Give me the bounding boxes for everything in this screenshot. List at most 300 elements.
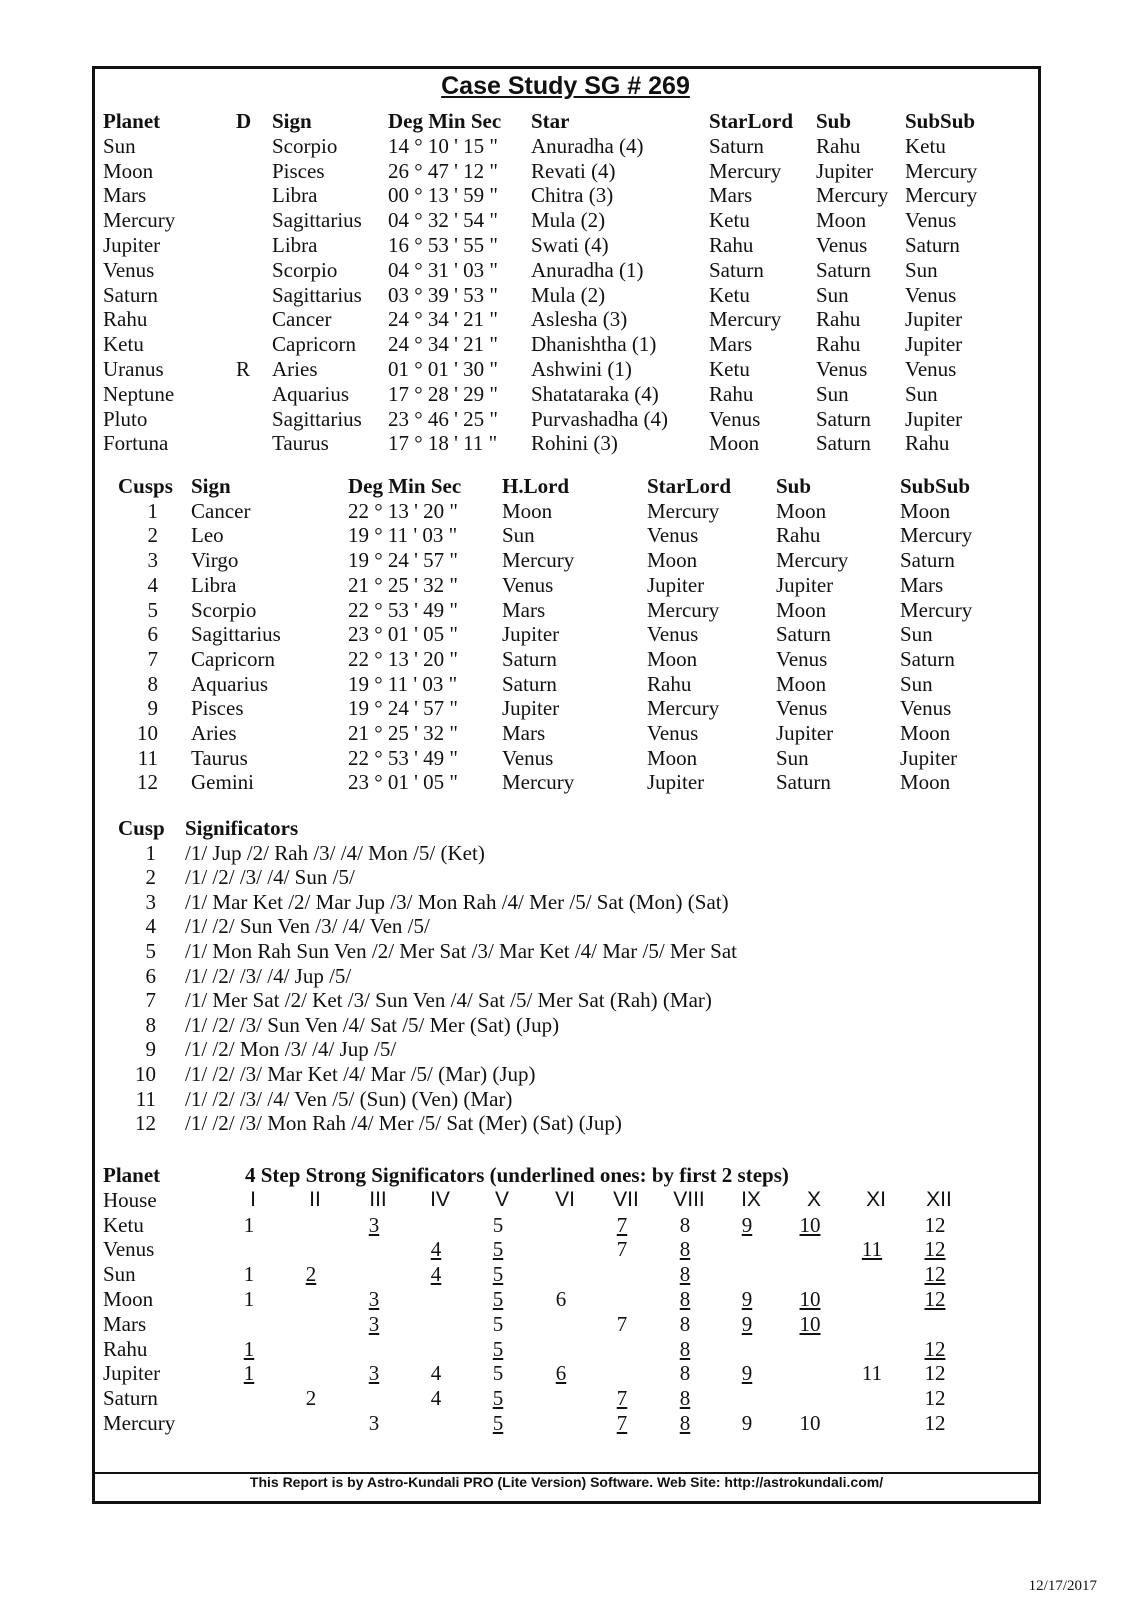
- house-cell: 8: [679, 1237, 691, 1262]
- table-cell: Sagittarius: [191, 622, 281, 647]
- table-cell: 03 ° 39 ' 53 ": [388, 282, 499, 307]
- table-cell: Mercury: [905, 158, 978, 183]
- column-header: Deg Min Sec: [348, 474, 462, 498]
- table-cell: Mercury: [647, 597, 720, 622]
- house-cell: 4: [430, 1262, 442, 1287]
- table-cell: 23 ° 46 ' 25 ": [388, 406, 499, 431]
- house-cell: 4: [430, 1386, 442, 1411]
- report-date: 12/17/2017: [1028, 1578, 1097, 1594]
- table-cell: Anuradha (4): [531, 133, 644, 158]
- table-row: [0, 430, 1131, 456]
- house-cell: 12: [924, 1336, 946, 1361]
- house-cell: 12: [924, 1386, 946, 1411]
- column-header: Planet: [103, 109, 161, 133]
- table-cell: Jupiter: [502, 696, 560, 721]
- footer-text: This Report is by Astro-Kundali PRO (Lite Version) Software. Web Site: http://astrokundali.com/: [249, 1474, 884, 1490]
- table-cell: 17 ° 18 ' 11 ": [388, 431, 498, 456]
- house-cell: 1: [243, 1361, 255, 1386]
- house-cell: 7: [616, 1212, 628, 1237]
- table-cell: Sun: [502, 523, 535, 548]
- table-cell: Sun: [776, 745, 809, 770]
- table-cell: 14 ° 10 ' 15 ": [388, 133, 499, 158]
- significator-list: /1/ /2/ /3/ Mon Rah /4/ Mer /5/ Sat (Mer) (Sat) (Jup): [185, 1111, 622, 1136]
- house-cell: 12: [924, 1237, 946, 1262]
- column-header: Sub: [816, 109, 852, 133]
- table-cell: Rahu: [103, 307, 148, 332]
- table-cell: Aries: [272, 357, 318, 381]
- house-header: VI: [555, 1187, 575, 1211]
- house-cell: 1: [243, 1262, 255, 1287]
- table-row: [0, 1360, 1131, 1386]
- table-cell: Rahu: [647, 671, 692, 696]
- table-cell: Venus: [905, 357, 957, 381]
- table-cell: Venus: [776, 646, 828, 671]
- table-cell: R: [236, 357, 251, 381]
- column-header: SubSub: [905, 109, 976, 133]
- table-cell: Mars: [709, 183, 753, 208]
- planet-name: Venus: [103, 1237, 155, 1262]
- column-header: Significators: [185, 816, 299, 840]
- table-cell: Moon: [709, 431, 760, 456]
- column-header: Sub: [776, 474, 812, 498]
- table-cell: Saturn: [502, 646, 557, 671]
- table-cell: Venus: [776, 696, 828, 721]
- house-cell: 2: [305, 1262, 317, 1287]
- table-row: [0, 913, 1131, 939]
- table-row: [0, 987, 1131, 1013]
- table-cell: Mula (2): [531, 208, 606, 233]
- table-cell: Saturn: [905, 233, 960, 257]
- table-cell: Capricorn: [272, 332, 356, 357]
- table-row: [0, 1410, 1131, 1436]
- table-cell: Saturn: [816, 406, 871, 431]
- planet-name: Mars: [103, 1311, 147, 1336]
- house-cell: 5: [492, 1287, 504, 1311]
- cusp-number: 4: [145, 914, 156, 939]
- table-cell: Aslesha (3): [531, 307, 628, 332]
- planet-name: Mercury: [103, 1411, 176, 1435]
- strong-title: 4 Step Strong Significators (underlined ones: by first 2 steps): [245, 1163, 789, 1187]
- column-header: Cusp: [118, 816, 165, 840]
- table-cell: Pisces: [191, 696, 244, 721]
- house-header-row: [0, 1187, 1131, 1213]
- table-cell: Ashwini (1): [531, 357, 632, 381]
- table-cell: Venus: [816, 233, 868, 257]
- table-cell: Sun: [905, 381, 938, 406]
- table-cell: Venus: [900, 696, 952, 721]
- table-row: [0, 963, 1131, 989]
- table-cell: Jupiter: [647, 770, 705, 795]
- table-cell: Venus: [502, 745, 554, 770]
- table-cell: Saturn: [103, 282, 158, 307]
- table-cell: Sun: [816, 381, 849, 406]
- table-cell: Sun: [905, 257, 938, 282]
- table-cell: Moon: [647, 646, 698, 671]
- house-header: IX: [741, 1187, 761, 1211]
- table-cell: Moon: [776, 671, 827, 696]
- cusp-number: 7: [145, 988, 156, 1013]
- table-cell: Rahu: [709, 381, 754, 406]
- table-cell: 04 ° 31 ' 03 ": [388, 257, 499, 282]
- table-cell: Rahu: [709, 233, 754, 257]
- cusp-number: 3: [147, 548, 158, 573]
- house-cell: 10: [799, 1212, 821, 1237]
- table-row: [0, 547, 1131, 573]
- table-cell: Mercury: [905, 183, 978, 208]
- table-cell: Mars: [900, 572, 944, 597]
- planet-name: Moon: [103, 1287, 154, 1311]
- table-cell: Ketu: [709, 208, 750, 233]
- table-cell: Aquarius: [191, 671, 268, 696]
- table-cell: Venus: [709, 406, 761, 431]
- house-header: I: [250, 1187, 256, 1211]
- table-cell: Saturn: [900, 548, 955, 573]
- table-row: [0, 282, 1131, 308]
- table-row: [0, 720, 1131, 746]
- table-row: [0, 646, 1131, 672]
- house-cell: 5: [492, 1311, 504, 1336]
- significators-header: [0, 815, 1131, 841]
- house-cell: 10: [799, 1287, 821, 1311]
- table-cell: 19 ° 24 ' 57 ": [348, 548, 459, 573]
- table-row: [0, 331, 1131, 357]
- table-cell: Saturn: [776, 622, 831, 647]
- house-cell: 3: [368, 1411, 380, 1435]
- table-cell: Sun: [900, 671, 933, 696]
- table-cell: 21 ° 25 ' 32 ": [348, 721, 459, 745]
- title-text: Case Study SG # 269: [441, 72, 690, 100]
- table-cell: Saturn: [900, 646, 955, 671]
- table-cell: Mercury: [709, 158, 782, 183]
- table-cell: 17 ° 28 ' 29 ": [388, 381, 499, 406]
- significator-list: /1/ Jup /2/ Rah /3/ /4/ Mon /5/ (Ket): [185, 840, 485, 865]
- table-cell: Mercury: [647, 498, 720, 523]
- house-cell: 8: [679, 1361, 691, 1386]
- column-header: StarLord: [647, 474, 731, 498]
- column-header: H.Lord: [502, 474, 570, 498]
- table-row: [0, 1236, 1131, 1262]
- table-cell: 23 ° 01 ' 05 ": [348, 770, 459, 795]
- house-cell: 5: [492, 1336, 504, 1361]
- house-cell: 3: [368, 1361, 380, 1386]
- table-cell: Revati (4): [531, 158, 616, 183]
- planet-table-header: [0, 108, 1131, 134]
- house-header: VIII: [673, 1187, 705, 1211]
- table-row: [0, 356, 1131, 382]
- column-header: Sign: [272, 109, 312, 133]
- cusp-number: 11: [137, 745, 158, 770]
- table-cell: Moon: [900, 498, 951, 523]
- table-cell: Moon: [502, 498, 553, 523]
- table-cell: 22 ° 13 ' 20 ": [348, 646, 459, 671]
- house-cell: 2: [305, 1386, 317, 1411]
- house-cell: 8: [679, 1262, 691, 1287]
- house-cell: 8: [679, 1411, 691, 1435]
- table-cell: Jupiter: [900, 745, 958, 770]
- table-cell: Saturn: [776, 770, 831, 795]
- table-cell: Jupiter: [776, 721, 834, 745]
- table-cell: 22 ° 53 ' 49 ": [348, 597, 459, 622]
- table-row: [0, 406, 1131, 432]
- table-row: [0, 182, 1131, 208]
- planet-name: Jupiter: [103, 1361, 161, 1386]
- table-cell: Moon: [900, 770, 951, 795]
- house-cell: 12: [924, 1361, 946, 1386]
- cusp-number: 1: [147, 498, 158, 523]
- table-row: [0, 840, 1131, 866]
- house-cell: 8: [679, 1386, 691, 1411]
- table-row: [0, 1036, 1131, 1062]
- table-row: [0, 889, 1131, 915]
- table-cell: Jupiter: [905, 406, 963, 431]
- table-cell: 16 ° 53 ' 55 ": [388, 233, 499, 257]
- house-cell: 9: [741, 1311, 753, 1336]
- house-cell: 7: [616, 1311, 628, 1336]
- table-cell: Jupiter: [647, 572, 705, 597]
- house-cell: 8: [679, 1311, 691, 1336]
- table-row: [0, 1336, 1131, 1362]
- table-cell: 26 ° 47 ' 12 ": [388, 158, 499, 183]
- house-cell: 3: [368, 1212, 380, 1237]
- table-cell: Scorpio: [191, 597, 257, 622]
- table-cell: Jupiter: [905, 307, 963, 332]
- cusp-number: 12: [135, 1111, 156, 1136]
- table-cell: Mercury: [900, 523, 973, 548]
- table-cell: 22 ° 53 ' 49 ": [348, 745, 459, 770]
- table-cell: Rahu: [776, 523, 821, 548]
- table-cell: Ketu: [709, 282, 750, 307]
- cusp-number: 10: [137, 721, 158, 745]
- table-cell: Venus: [905, 282, 957, 307]
- planet-name: Rahu: [103, 1336, 148, 1361]
- column-header: Deg Min Sec: [388, 109, 502, 133]
- table-cell: Pluto: [103, 406, 148, 431]
- house-header: V: [494, 1187, 509, 1211]
- table-row: [0, 232, 1131, 258]
- house-cell: 8: [679, 1287, 691, 1311]
- table-cell: Sagittarius: [272, 282, 362, 307]
- table-cell: Libra: [272, 233, 318, 257]
- cusp-number: 6: [147, 622, 158, 647]
- house-cell: 11: [861, 1237, 883, 1262]
- house-cell: 1: [243, 1287, 255, 1311]
- table-cell: Anuradha (1): [531, 257, 644, 282]
- table-cell: Scorpio: [272, 257, 338, 282]
- table-row: [0, 695, 1131, 721]
- cusp-number: 9: [145, 1037, 156, 1062]
- house-cell: 5: [492, 1361, 504, 1386]
- cusp-number: 10: [135, 1062, 156, 1086]
- table-row: [0, 769, 1131, 795]
- cusp-number: 5: [145, 939, 156, 963]
- column-header: Planet: [103, 1163, 161, 1187]
- cusp-number: 8: [147, 671, 158, 696]
- table-cell: Saturn: [709, 133, 764, 158]
- table-row: [0, 133, 1131, 159]
- house-cell: 9: [741, 1212, 753, 1237]
- table-row: [0, 745, 1131, 771]
- table-row: [0, 498, 1131, 524]
- table-cell: Venus: [816, 357, 868, 381]
- house-cell: 8: [679, 1212, 691, 1237]
- table-cell: 00 ° 13 ' 59 ": [388, 183, 499, 208]
- significator-list: /1/ /2/ /3/ /4/ Jup /5/: [185, 963, 352, 988]
- cusp-number: 11: [135, 1086, 156, 1111]
- table-row: [0, 158, 1131, 184]
- column-header: Sign: [191, 474, 231, 498]
- significator-list: /1/ Mon Rah Sun Ven /2/ Mer Sat /3/ Mar Ket /4/ Mar /5/ Mer Sat: [185, 939, 737, 963]
- table-cell: Swati (4): [531, 233, 609, 257]
- table-cell: Saturn: [709, 257, 764, 282]
- table-cell: 23 ° 01 ' 05 ": [348, 622, 459, 647]
- house-cell: 6: [555, 1361, 567, 1386]
- table-row: [0, 1012, 1131, 1038]
- table-row: [0, 621, 1131, 647]
- table-cell: Sagittarius: [272, 208, 362, 233]
- table-cell: 19 ° 11 ' 03 ": [348, 523, 458, 548]
- table-cell: Rahu: [905, 431, 950, 456]
- table-cell: Mercury: [900, 597, 973, 622]
- table-cell: Rohini (3): [531, 431, 618, 456]
- house-cell: 11: [861, 1361, 883, 1386]
- table-row: [0, 522, 1131, 548]
- cusp-number: 2: [147, 523, 158, 548]
- table-cell: Sagittarius: [272, 406, 362, 431]
- table-row: [0, 671, 1131, 697]
- house-header: VII: [613, 1187, 639, 1211]
- table-cell: Saturn: [816, 257, 871, 282]
- table-cell: Mars: [502, 597, 546, 622]
- column-header: StarLord: [709, 109, 793, 133]
- table-row: [0, 257, 1131, 283]
- house-header: XII: [926, 1187, 952, 1211]
- table-row: [0, 1385, 1131, 1411]
- table-row: [0, 1212, 1131, 1238]
- house-cell: 5: [492, 1262, 504, 1287]
- cusp-number: 8: [145, 1012, 156, 1037]
- table-cell: Pisces: [272, 158, 325, 183]
- cusp-number: 12: [137, 770, 158, 795]
- house-label: House: [103, 1187, 157, 1212]
- table-cell: Jupiter: [502, 622, 560, 647]
- table-cell: Saturn: [502, 671, 557, 696]
- house-cell: 10: [799, 1311, 821, 1336]
- table-cell: Mercury: [103, 208, 176, 233]
- column-header: Cusps: [118, 474, 173, 498]
- table-row: [0, 1286, 1131, 1312]
- table-cell: Moon: [900, 721, 951, 745]
- table-cell: Ketu: [709, 357, 750, 381]
- house-header: III: [369, 1187, 387, 1211]
- house-header: X: [806, 1187, 821, 1211]
- table-cell: Moon: [103, 158, 154, 183]
- table-cell: Jupiter: [905, 332, 963, 357]
- table-cell: Venus: [905, 208, 957, 233]
- house-cell: 4: [430, 1237, 442, 1262]
- table-cell: Moon: [776, 498, 827, 523]
- table-cell: Chitra (3): [531, 183, 614, 208]
- house-cell: 9: [741, 1361, 753, 1386]
- table-cell: Leo: [191, 523, 224, 548]
- table-cell: Mercury: [709, 307, 782, 332]
- significator-list: /1/ /2/ /3/ /4/ Sun /5/: [185, 865, 355, 890]
- table-row: [0, 207, 1131, 233]
- table-cell: Libra: [191, 572, 237, 597]
- table-row: [0, 1110, 1131, 1136]
- house-header: IV: [430, 1187, 450, 1211]
- cusp-number: 2: [145, 865, 156, 890]
- table-cell: Rahu: [816, 133, 861, 158]
- table-cell: Purvashadha (4): [531, 406, 669, 431]
- house-cell: 6: [555, 1287, 567, 1311]
- table-cell: Aquarius: [272, 381, 349, 406]
- table-cell: 04 ° 32 ' 54 ": [388, 208, 499, 233]
- table-cell: 22 ° 13 ' 20 ": [348, 498, 459, 523]
- house-cell: 1: [243, 1336, 255, 1361]
- table-row: [0, 572, 1131, 598]
- table-cell: Mercury: [816, 183, 889, 208]
- table-cell: Neptune: [103, 381, 175, 406]
- house-cell: 7: [616, 1411, 628, 1435]
- table-cell: Mars: [502, 721, 546, 745]
- house-cell: 12: [924, 1212, 946, 1237]
- significator-list: /1/ /2/ Mon /3/ /4/ Jup /5/: [185, 1037, 397, 1062]
- column-header: D: [236, 109, 252, 133]
- table-cell: Mercury: [776, 548, 849, 573]
- table-cell: Taurus: [272, 431, 329, 456]
- house-cell: 12: [924, 1287, 946, 1311]
- table-cell: Cancer: [191, 498, 251, 523]
- planet-name: Saturn: [103, 1386, 158, 1411]
- cusp-number: 3: [145, 889, 156, 914]
- table-cell: Gemini: [191, 770, 254, 795]
- table-cell: Jupiter: [103, 233, 161, 257]
- table-cell: Venus: [502, 572, 554, 597]
- table-row: [0, 864, 1131, 890]
- house-cell: 12: [924, 1262, 946, 1287]
- table-row: [0, 381, 1131, 407]
- house-cell: 3: [368, 1311, 380, 1336]
- table-cell: Sun: [900, 622, 933, 647]
- house-cell: 5: [492, 1386, 504, 1411]
- significator-list: /1/ /2/ /3/ /4/ Ven /5/ (Sun) (Ven) (Mar): [185, 1086, 513, 1111]
- house-cell: 4: [430, 1361, 442, 1386]
- cusp-number: 1: [145, 840, 156, 865]
- table-cell: Mars: [103, 183, 147, 208]
- planet-name: Ketu: [103, 1212, 144, 1237]
- house-cell: 5: [492, 1237, 504, 1262]
- table-cell: Capricorn: [191, 646, 275, 671]
- table-cell: Mars: [709, 332, 753, 357]
- cusp-number: 9: [147, 696, 158, 721]
- table-cell: Venus: [647, 721, 699, 745]
- table-cell: Libra: [272, 183, 318, 208]
- table-cell: Moon: [776, 597, 827, 622]
- house-cell: 9: [741, 1411, 753, 1435]
- table-cell: Moon: [647, 745, 698, 770]
- house-header: XI: [866, 1187, 886, 1211]
- page-title: [0, 72, 1131, 101]
- table-cell: Saturn: [816, 431, 871, 456]
- house-cell: 9: [741, 1287, 753, 1311]
- table-cell: Venus: [647, 523, 699, 548]
- table-cell: Cancer: [272, 307, 332, 332]
- table-cell: Sun: [816, 282, 849, 307]
- house-cell: 5: [492, 1212, 504, 1237]
- house-cell: 1: [243, 1212, 255, 1237]
- table-cell: Mercury: [502, 770, 575, 795]
- table-cell: Aries: [191, 721, 237, 745]
